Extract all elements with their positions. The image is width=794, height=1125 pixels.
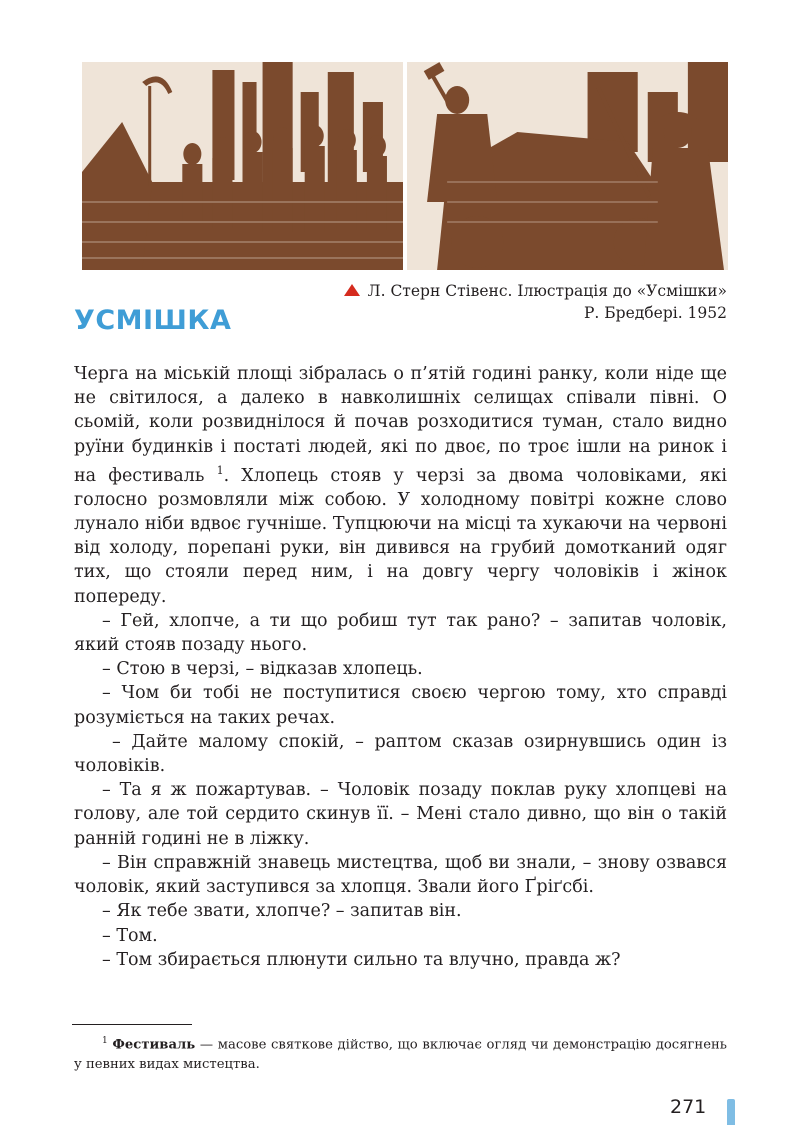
paragraph: – Том. [102, 925, 158, 946]
footnote-divider [72, 1024, 192, 1025]
paragraph: – Гей, хлопче, а ти що робиш тут так рано? – запитав чоловік, який стояв позаду нього. [74, 610, 727, 656]
paragraph: – Стою в черзі, – відказав хлопець. [102, 659, 423, 680]
paragraph: – Він справжній знавець мистецтва, щоб ви знали, – знову озвався чоловік, який заступився за хлопця. Звали його Ґріґсбі. [74, 852, 727, 898]
footnote-marker: 1 [216, 463, 224, 477]
paragraph: – Та я ж пожартував. – Чоловік позаду поклав руку хлопцеві на голову, але той сердито скинув її. – Мені стало дивно, що він о такій ранній годині не в ліжку. [74, 780, 727, 849]
page-number: 271 [670, 1096, 707, 1118]
page-tab-marker [727, 1099, 735, 1125]
car-smashing-engraving [407, 62, 728, 270]
caption-line-1: Л. Стерн Стівенс. Ілюстрація до «Усмішки» [367, 282, 727, 300]
paragraph: – Як тебе звати, хлопче? – запитав він. [102, 901, 462, 922]
footnote-text: — масове святкове дійство, що включає огляд чи демонстрацію досягнень у певних видах мистецтва. [74, 1037, 727, 1073]
footnote-term: Фестиваль [112, 1037, 196, 1053]
footnote-number: 1 [102, 1036, 108, 1046]
crowd-engraving [82, 62, 403, 270]
paragraph: Черга на міській площі зібралась о п’ятій годині ранку, коли ніде ще не світилося, а далеко в навколишніх селищах співали півні. О сьомій, коли розвиднілося й почав розходитися туман, стало видно руїни будинків і постаті людей, які по двоє, по троє ішли на ринок і на фестиваль $^1$. Хлопець стояв у черзі за двома чоловіками, які голосно розмовляли між собою. У холодному повітрі кожне слово лунало ніби вдвоє гучніше. Тупцюючи на місці та хукаючи на червоні від холоду, порепані руки, він дивився на грубий домотканий одяг тих, що стояли перед ним, і на довгу чергу чоловіків і жінок попереду. [74, 364, 727, 607]
paragraph: – Том збирається плюнути сильно та влучно, правда ж? [102, 949, 621, 970]
paragraph: – Дайте малому спокій, – раптом сказав озирнувшись один із чоловіків. [74, 731, 727, 777]
footnote [74, 1031, 727, 1075]
illustration-right-panel [407, 62, 728, 270]
paragraph: – Чом би тобі не поступитися своєю чергою тому, хто справді розуміється на таких речах. [74, 683, 727, 728]
story-title: УСМІШКА [74, 305, 232, 336]
caption-line-2: Р. Бредбері. 1952 [584, 304, 727, 322]
illustration [82, 62, 728, 270]
story-text [74, 362, 727, 972]
triangle-marker-icon [344, 284, 360, 296]
illustration-left-panel [82, 62, 403, 270]
illustration-caption [267, 280, 727, 324]
